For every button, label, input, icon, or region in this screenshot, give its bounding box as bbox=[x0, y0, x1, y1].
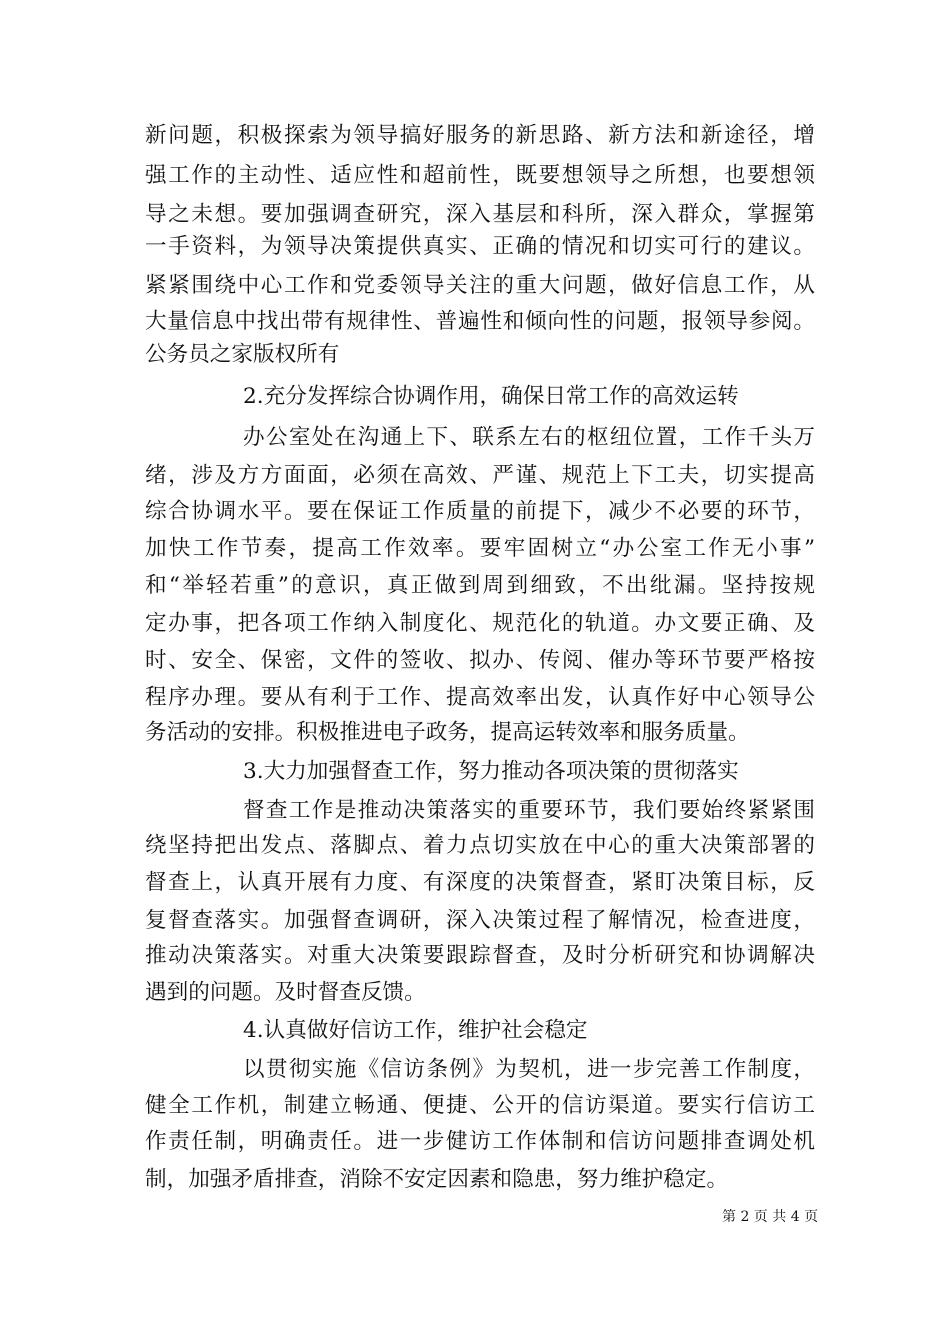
body-text-line: 复督查落实。加强督查调研，深入决策过程了解情况，检查进度， bbox=[145, 908, 815, 933]
body-text-line: 程序办理。要从有利于工作、提高效率出发，认真作好中心领导公 bbox=[145, 685, 815, 710]
body-text-line: 时、安全、保密，文件的签收、拟办、传阅、催办等环节要严格按 bbox=[145, 648, 815, 673]
body-text-line: 定办事，把各项工作纳入制度化、规范化的轨道。办文要正确、及 bbox=[145, 611, 815, 636]
body-text-line: 大量信息中找出带有规律性、普遍性和倾向性的问题，报领导参阅。 bbox=[145, 309, 815, 334]
body-text-line: 综合协调水平。要在保证工作质量的前提下，减少不必要的环节， bbox=[145, 499, 815, 524]
body-text-line: 强工作的主动性、适应性和超前性，既要想领导之所想，也要想领 bbox=[145, 163, 815, 188]
body-text-line: 加快工作节奏，提高工作效率。要牢固树立“办公室工作无小事” bbox=[145, 536, 815, 561]
body-text-line: 推动决策落实。对重大决策要跟踪督查，及时分析研究和协调解决 bbox=[145, 943, 815, 968]
body-text-line: 督查工作是推动决策落实的重要环节，我们要始终紧紧围 bbox=[243, 798, 815, 823]
body-text-line: 督查上，认真开展有力度、有深度的决策督查，紧盯决策目标，反 bbox=[145, 870, 815, 895]
body-text-line: 导之未想。要加强调查研究，深入基层和科所，深入群众，掌握第 bbox=[145, 202, 815, 227]
section-heading: 2.充分发挥综合协调作用，确保日常工作的高效运转 bbox=[243, 384, 739, 409]
body-text-line: 公务员之家版权所有 bbox=[145, 342, 340, 367]
body-text-line: 以贯彻实施《信访条例》为契机，进一步完善工作制度， bbox=[243, 1057, 815, 1082]
body-text-line: 绪，涉及方方面面，必须在高效、严谨、规范上下工夫，切实提高 bbox=[145, 463, 815, 488]
body-text-line: 遇到的问题。及时督查反馈。 bbox=[145, 980, 426, 1005]
body-text-line: 和“举轻若重”的意识，真正做到周到细致，不出纰漏。坚持按规 bbox=[145, 573, 815, 598]
body-text-line: 新问题，积极探索为领导搞好服务的新思路、新方法和新途径，增 bbox=[145, 123, 815, 148]
body-text-line: 健全工作机，制建立畅通、便捷、公开的信访渠道。要实行信访工 bbox=[145, 1093, 815, 1118]
body-text-line: 紧紧围绕中心工作和党委领导关注的重大问题，做好信息工作，从 bbox=[145, 273, 815, 298]
body-text-line: 作责任制，明确责任。进一步健访工作体制和信访问题排查调处机 bbox=[145, 1129, 815, 1154]
body-text-line: 务活动的安排。积极推进电子政务，提高运转效率和服务质量。 bbox=[145, 720, 750, 745]
body-text-line: 一手资料，为领导决策提供真实、正确的情况和切实可行的建议。 bbox=[145, 234, 815, 259]
page-number-footer: 第 2 页 共 4 页 bbox=[722, 1209, 819, 1225]
body-text-line: 绕坚持把出发点、落脚点、着力点切实放在中心的重大决策部署的 bbox=[145, 833, 815, 858]
section-heading: 3.大力加强督查工作，努力推动各项决策的贯彻落实 bbox=[243, 759, 739, 784]
body-text-line: 制，加强矛盾排查，消除不安定因素和隐患，努力维护稳定。 bbox=[145, 1167, 729, 1192]
section-heading: 4.认真做好信访工作，维护社会稳定 bbox=[243, 1018, 588, 1043]
body-text-line: 办公室处在沟通上下、联系左右的枢纽位置，工作千头万 bbox=[243, 425, 815, 450]
